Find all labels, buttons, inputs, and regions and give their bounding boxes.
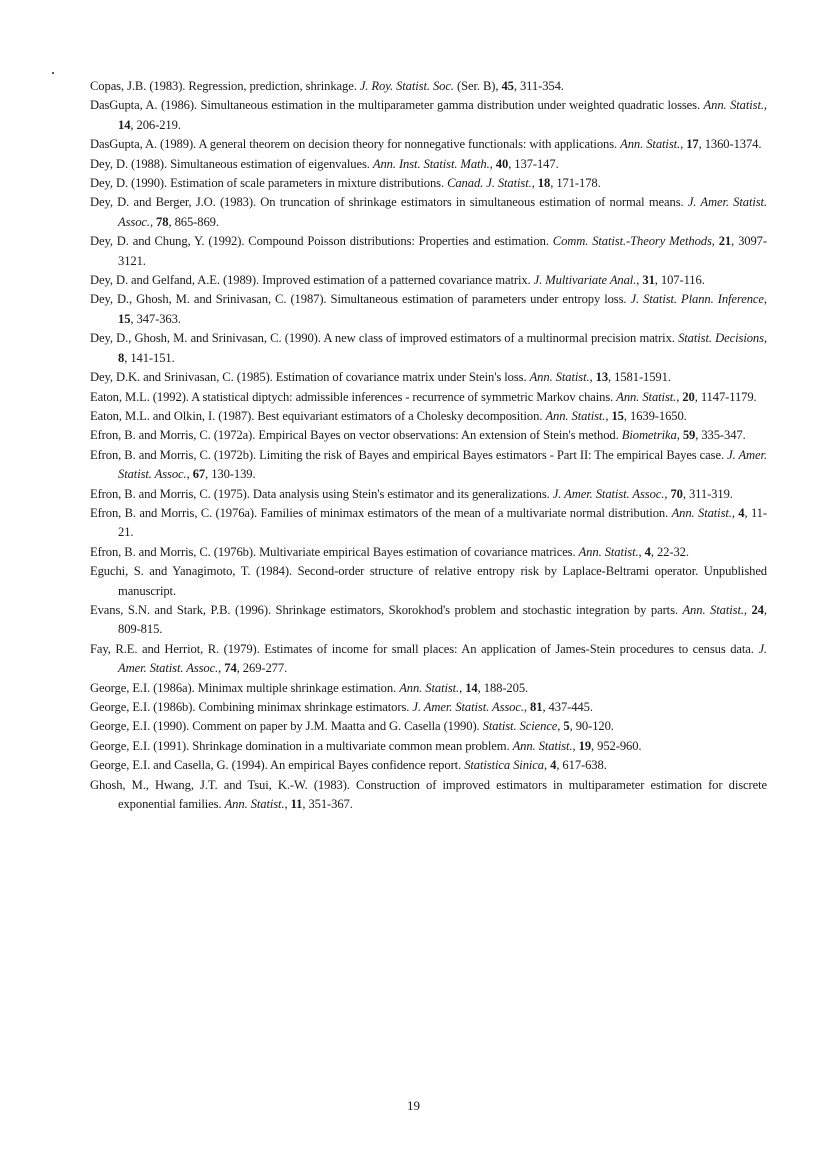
reference-pages: 1147-1179. (700, 389, 757, 404)
reference-journal: Statist. Decisions (678, 331, 764, 346)
reference-title: Compound Poisson distributions: Properties and estimation. (248, 234, 549, 249)
reference-volume: 40 (495, 156, 509, 171)
reference-authors: Dey, D. and Gelfand, A.E. (1989). (90, 273, 260, 288)
reference-title: Regression, prediction, shrinkage. (188, 79, 357, 93)
reference-journal: Ann. Statist. (620, 137, 681, 152)
reference-title: Combining minimax shrinkage estimators. (198, 700, 410, 714)
reference-series: (Ser. B), (456, 79, 499, 93)
reference-authors: George, E.I. and Casella, G. (1994). (90, 758, 268, 773)
reference-volume: 31 (642, 273, 655, 288)
reference-title: Simultaneous estimation of parameters under entropy loss. (330, 292, 627, 307)
reference-entry: Dey, D. (1990). Estimation of scale parameters in mixture distributions. Canad. J. Statist., 18, 171-178. (90, 176, 601, 191)
reference-title: Shrinkage domination in a multivariate common mean problem. (192, 738, 510, 753)
reference-pages: 206-219. (136, 117, 181, 132)
reference-pages: 107-116. (660, 273, 705, 288)
reference-authors: Efron, B. and Morris, C. (1976a). (90, 505, 258, 520)
reference-authors: George, E.I. (1990). (90, 719, 190, 734)
reference-entry: Efron, B. and Morris, C. (1972a). Empirical Bayes on vector observations: An extension of Stein's method. Biometrika, 59, 335-347. (90, 428, 746, 443)
reference-pages: 22-32. (656, 544, 689, 559)
reference-pages: 11-21. (118, 505, 767, 540)
reference-title: Shrinkage estimators, Skorokhod's problem and stochastic integration by parts. (275, 602, 678, 617)
reference-volume: 21 (718, 234, 732, 249)
reference-entry: Efron, B. and Morris, C. (1975). Data analysis using Stein's estimator and its generalizations. J. Amer. Statist. Assoc., 70, 311-319. (90, 486, 733, 501)
reference-authors: DasGupta, A. (1986). (90, 98, 197, 113)
reference-entry: Efron, B. and Morris, C. (1976b). Multivariate empirical Bayes estimation of covariance matrices. Ann. Statist., 4, 22-32. (90, 544, 689, 559)
reference-entry: Dey, D. and Gelfand, A.E. (1989). Improved estimation of a patterned covariance matrix. J. Multivariate Anal., 31, 107-116. (90, 273, 705, 288)
reference-pages: 1360-1374. (704, 137, 762, 152)
reference-pages: 269-277. (242, 661, 288, 676)
reference-volume: 70 (670, 486, 683, 501)
reference-pages: 952-960. (597, 738, 642, 753)
reference-journal: Biometrika (621, 428, 677, 443)
reference-entry: George, E.I. and Casella, G. (1994). An empirical Bayes confidence report. Statistica Sinica, 4, 617-638. (90, 758, 607, 773)
reference-volume: 8 (118, 350, 125, 365)
reference-title: Estimation of covariance matrix under Stein's loss. (275, 370, 527, 385)
reference-entry: Fay, R.E. and Herriot, R. (1979). Estimates of income for small places: An application of James-Stein procedures to census data. J. Amer. Statist. Assoc., 74, 269-277. (90, 641, 767, 676)
reference-entry: Dey, D. and Chung, Y. (1992). Compound Poisson distributions: Properties and estimation. Comm. Statist.-Theory Methods, 21, 3097-3121. (90, 234, 767, 268)
reference-title: An empirical Bayes confidence report. (270, 758, 462, 773)
reference-pages: 130-139. (211, 467, 256, 482)
reference-journal: Ann. Statist. (545, 408, 606, 423)
reference-authors: Dey, D., Ghosh, M. and Srinivasan, C. (1990). (90, 331, 321, 346)
reference-authors: Fay, R.E. and Herriot, R. (1979). (90, 641, 260, 656)
reference-authors: Dey, D., Ghosh, M. and Srinivasan, C. (1987). (90, 292, 327, 307)
reference-volume: 74 (224, 661, 237, 676)
reference-authors: DasGupta, A. (1989). (90, 137, 197, 152)
reference-title: Second-order structure of relative entropy risk by Laplace-Beltrami operator. Unpublished manuscript. (118, 564, 767, 598)
reference-entry: George, E.I. (1986b). Combining minimax shrinkage estimators. J. Amer. Statist. Assoc., 81, 437-445. (90, 700, 593, 714)
reference-entry: Dey, D., Ghosh, M. and Srinivasan, C. (1990). A new class of improved estimators of a multinormal precision matrix. Statist. Decisions, 8, 141-151. (90, 331, 767, 365)
reference-entry: Efron, B. and Morris, C. (1976a). Families of minimax estimators of the mean of a multivariate normal distribution. Ann. Statist., 4, 11-21. (90, 505, 767, 540)
reference-title: Minimax multiple shrinkage estimation. (197, 680, 397, 695)
reference-authors: Efron, B. and Morris, C. (1975). (90, 486, 250, 501)
reference-authors: Dey, D. and Berger, J.O. (1983). (90, 195, 256, 210)
reference-pages: 141-151. (130, 350, 175, 365)
reference-entry: Copas, J.B. (1983). Regression, prediction, shrinkage. J. Roy. Statist. Soc. (Ser. B), 45, 311-354. (90, 79, 564, 93)
reference-entry: George, E.I. (1991). Shrinkage domination in a multivariate common mean problem. Ann. Statist., 19, 952-960. (90, 738, 642, 753)
reference-authors: Evans, S.N. and Stark, P.B. (1996). (90, 602, 271, 617)
reference-volume: 5 (563, 719, 570, 734)
reference-journal: Ann. Statist. (399, 680, 460, 695)
reference-authors: Eguchi, S. and Yanagimoto, T. (1984). (90, 564, 293, 579)
reference-volume: 81 (530, 700, 543, 714)
reference-authors: Efron, B. and Morris, C. (1976b). (90, 544, 256, 559)
reference-title: A new class of improved estimators of a multinormal precision matrix. (323, 331, 675, 346)
reference-pages: 351-367. (308, 797, 353, 812)
stray-mark (52, 72, 54, 74)
reference-authors: Dey, D. (1990). (90, 176, 168, 191)
reference-pages: 347-363. (136, 311, 181, 326)
reference-pages: 1639-1650. (630, 408, 687, 423)
reference-volume: 15 (118, 311, 131, 326)
reference-volume: 11 (290, 797, 303, 812)
reference-authors: Eaton, M.L. and Olkin, I. (1987). (90, 408, 255, 423)
reference-journal: J. Amer. Statist. Assoc. (412, 700, 524, 714)
reference-title: Empirical Bayes on vector observations: An extension of Stein's method. (258, 428, 619, 443)
reference-pages: 335-347. (701, 428, 746, 443)
reference-journal: Ann. Inst. Statist. Math. (372, 156, 490, 171)
reference-journal: Statist. Science (482, 719, 558, 734)
reference-authors: Ghosh, M., Hwang, J.T. and Tsui, K.-W. (1983). (90, 777, 350, 792)
reference-entry: George, E.I. (1990). Comment on paper by J.M. Maatta and G. Casella (1990). Statist. Science, 5, 90-120. (90, 719, 614, 734)
reference-title: A statistical diptych: admissible inferences - recurrence of symmetric Markov chains. (191, 389, 614, 404)
reference-journal: J. Amer. Statist. Assoc. (118, 195, 767, 229)
reference-journal: Ann. Statist. (224, 797, 285, 812)
reference-volume: 14 (118, 117, 131, 132)
reference-entry: Dey, D.K. and Srinivasan, C. (1985). Estimation of covariance matrix under Stein's loss. Ann. Statist., 13, 1581-1591. (90, 370, 671, 385)
reference-volume: 20 (682, 389, 695, 404)
reference-title: Families of minimax estimators of the mean of a multivariate normal distribution. (260, 505, 669, 520)
reference-entry: Dey, D., Ghosh, M. and Srinivasan, C. (1987). Simultaneous estimation of parameters under entropy loss. J. Statist. Plann. Inference, 15, 347-363. (90, 292, 767, 326)
reference-journal: J. Statist. Plann. Inference (630, 292, 764, 307)
reference-journal: Ann. Statist. (682, 602, 744, 617)
reference-pages: 437-445. (548, 700, 593, 714)
reference-authors: George, E.I. (1991). (90, 738, 190, 753)
reference-journal: J. Amer. Statist. Assoc. (118, 641, 767, 676)
reference-pages: 90-120. (575, 719, 614, 734)
reference-journal: J. Roy. Statist. Soc. (359, 79, 454, 93)
reference-title: Data analysis using Stein's estimator and its generalizations. (252, 486, 550, 501)
reference-authors: Efron, B. and Morris, C. (1972a). (90, 428, 256, 443)
reference-title: Comment on paper by J.M. Maatta and G. Casella (1990). (192, 719, 480, 734)
reference-volume: 4 (738, 505, 745, 520)
reference-volume: 45 (501, 79, 514, 93)
reference-volume: 4 (550, 758, 557, 773)
reference-journal: Ann. Statist. (703, 98, 764, 113)
reference-title: Simultaneous estimation in the multiparameter gamma distribution under weighted quadratic losses. (200, 98, 701, 113)
reference-authors: Dey, D. (1988). (90, 156, 168, 171)
reference-journal: J. Amer. Statist. Assoc. (118, 447, 767, 482)
reference-authors: Copas, J.B. (1983). (90, 79, 186, 93)
reference-volume: 13 (595, 370, 609, 385)
reference-entry: Eaton, M.L. and Olkin, I. (1987). Best equivariant estimators of a Cholesky decomposition. Ann. Statist., 15, 1639-1650. (90, 408, 687, 423)
reference-journal: J. Amer. Statist. Assoc. (552, 486, 665, 501)
reference-title: Limiting the risk of Bayes and empirical Bayes estimators - Part II: The empirical Bayes case. (259, 447, 724, 462)
reference-title: Estimates of income for small places: An application of James-Stein procedures to census data. (264, 641, 754, 656)
reference-authors: Eaton, M.L. (1992). (90, 389, 189, 404)
reference-pages: 3097-3121. (118, 234, 767, 268)
reference-entry (90, 562, 767, 601)
reference-volume: 14 (465, 680, 478, 695)
reference-journal: Ann. Statist. (616, 389, 677, 404)
reference-volume: 19 (578, 738, 592, 753)
reference-title: Improved estimation of a patterned covariance matrix. (262, 273, 531, 288)
reference-journal: Ann. Statist. (671, 505, 732, 520)
reference-authors: Dey, D.K. and Srinivasan, C. (1985). (90, 370, 273, 385)
reference-pages: 188-205. (483, 680, 529, 695)
reference-pages: 311-319. (688, 486, 733, 501)
reference-title: Best equivariant estimators of a Cholesky decomposition. (257, 408, 543, 423)
reference-volume: 17 (686, 137, 699, 152)
reference-authors: Efron, B. and Morris, C. (1972b). (90, 447, 257, 462)
reference-entry: Dey, D. (1988). Simultaneous estimation of eigenvalues. Ann. Inst. Statist. Math., 40, 137-147. (90, 156, 559, 171)
reference-journal: Canad. J. Statist. (447, 176, 532, 191)
reference-pages: 171-178. (556, 176, 601, 191)
reference-entry: George, E.I. (1986a). Minimax multiple shrinkage estimation. Ann. Statist., 14, 188-205. (90, 680, 529, 695)
reference-entry: Ghosh, M., Hwang, J.T. and Tsui, K.-W. (1983). Construction of improved estimators in multiparameter estimation for discrete exponential families. Ann. Statist., 11, 351-367. (90, 777, 767, 812)
reference-journal: Ann. Statist. (578, 544, 639, 559)
reference-title: On truncation of shrinkage estimators in simultaneous estimation of normal means. (260, 195, 684, 210)
reference-journal: Ann. Statist. (512, 738, 573, 753)
reference-journal: Ann. Statist. (529, 370, 590, 385)
reference-volume: 18 (537, 176, 551, 191)
reference-pages: 137-147. (514, 156, 559, 171)
reference-pages: 1581-1591. (614, 370, 671, 385)
reference-authors: George, E.I. (1986b). (90, 700, 196, 714)
reference-volume: 67 (192, 467, 206, 482)
reference-pages: 865-869. (174, 214, 219, 229)
reference-entry: Evans, S.N. and Stark, P.B. (1996). Shrinkage estimators, Skorokhod's problem and stochastic integration by parts. Ann. Statist., 24, 809-815. (90, 602, 767, 637)
reference-entry: Dey, D. and Berger, J.O. (1983). On truncation of shrinkage estimators in simultaneous estimation of normal means. J. Amer. Statist. Assoc., 78, 865-869. (90, 195, 767, 229)
reference-volume: 78 (156, 214, 169, 229)
reference-authors: George, E.I. (1986a). (90, 680, 195, 695)
reference-entry: DasGupta, A. (1986). Simultaneous estimation in the multiparameter gamma distribution under weighted quadratic losses. Ann. Statist., 14, 206-219. (90, 98, 767, 132)
reference-title: Multivariate empirical Bayes estimation of covariance matrices. (259, 544, 576, 559)
reference-pages: 809-815. (118, 622, 163, 637)
reference-journal: Statistica Sinica (464, 758, 544, 773)
reference-pages: 617-638. (562, 758, 607, 773)
reference-pages: 311-354. (519, 79, 564, 93)
reference-journal: Comm. Statist.-Theory Methods (552, 234, 712, 249)
reference-entry: Efron, B. and Morris, C. (1972b). Limiting the risk of Bayes and empirical Bayes estimators - Part II: The empirical Bayes case. J. Amer. Statist. Assoc., 67, 130-139. (90, 447, 767, 482)
reference-entry: Eaton, M.L. (1992). A statistical diptych: admissible inferences - recurrence of symmetric Markov chains. Ann. Statist., 20, 1147-1179. (90, 389, 757, 404)
reference-list (90, 77, 767, 814)
reference-title: Construction of improved estimators in multiparameter estimation for discrete exponential families. (118, 777, 767, 812)
reference-authors: Dey, D. and Chung, Y. (1992). (90, 234, 245, 249)
page-number: 19 (407, 1098, 420, 1113)
reference-title: A general theorem on decision theory for nonnegative functionals: with applications. (198, 137, 618, 152)
reference-entry: DasGupta, A. (1989). A general theorem on decision theory for nonnegative functionals: with applications. Ann. Statist., 17, 1360-1374. (90, 137, 762, 152)
reference-volume: 24 (751, 602, 764, 617)
reference-volume: 15 (611, 408, 624, 423)
reference-title: Estimation of scale parameters in mixture distributions. (170, 176, 444, 191)
reference-volume: 59 (682, 428, 696, 443)
reference-volume: 4 (644, 544, 651, 559)
reference-title: Simultaneous estimation of eigenvalues. (170, 156, 370, 171)
reference-journal: J. Multivariate Anal. (533, 273, 637, 288)
